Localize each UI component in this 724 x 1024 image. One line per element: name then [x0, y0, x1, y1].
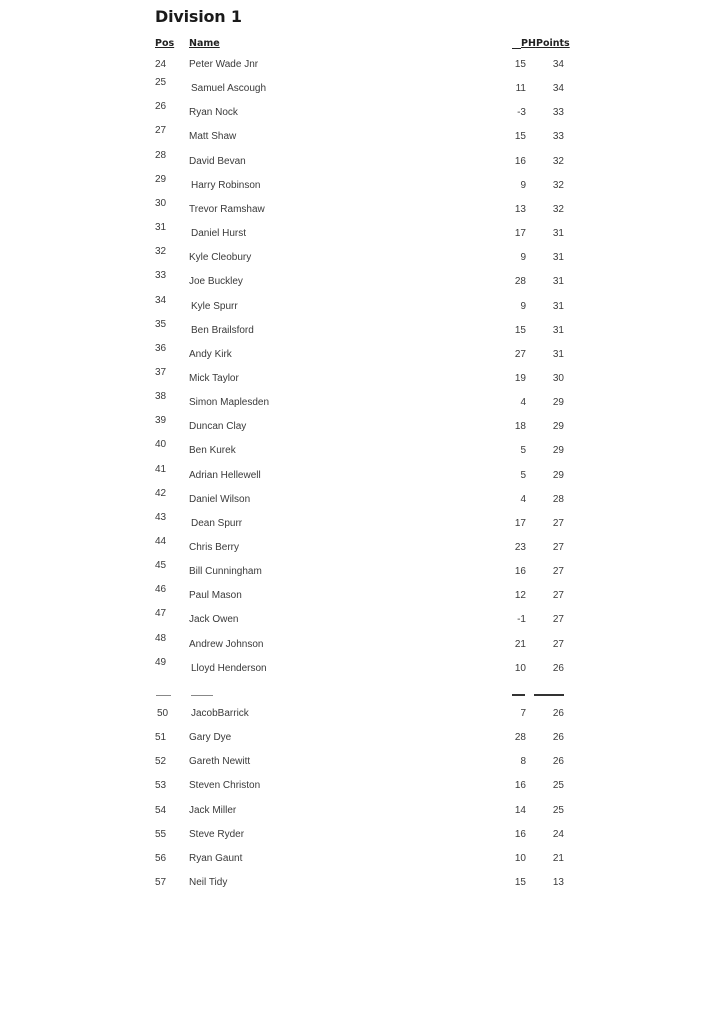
table-row [0, 732, 724, 752]
table-row [0, 536, 724, 562]
table-row [0, 560, 724, 586]
row-ph: 9 [520, 252, 526, 264]
table-row [0, 270, 724, 296]
row-name: Harry Robinson [191, 179, 261, 191]
row-name: Andy Kirk [189, 348, 232, 360]
row-name: Daniel Wilson [189, 493, 251, 505]
table-row [0, 197, 724, 224]
row-pos: 43 [155, 511, 167, 523]
row-name: Samuel Ascough [191, 83, 267, 95]
row-points: 27 [552, 517, 564, 529]
row-name: Ryan Gaunt [189, 852, 243, 864]
table-row [0, 59, 724, 79]
row-points: 32 [552, 179, 564, 191]
row-name: Joe Buckley [189, 276, 243, 288]
table-row [0, 173, 724, 200]
row-name: Kyle Spurr [191, 300, 238, 312]
row-pos: 37 [155, 366, 167, 378]
row-points: 26 [552, 662, 564, 674]
row-pos: 30 [155, 197, 167, 209]
row-name: Steve Ryder [189, 828, 245, 840]
row-points: 29 [552, 397, 564, 409]
row-pos: 32 [155, 246, 167, 258]
row-name: Bill Cunningham [189, 566, 262, 578]
row-pos: 48 [155, 632, 167, 644]
divider-ph [512, 694, 525, 696]
row-points: 27 [552, 590, 564, 602]
row-pos: 36 [155, 342, 167, 354]
row-points: 26 [552, 708, 564, 719]
row-pos: 50 [157, 708, 169, 719]
row-name: Daniel Hurst [191, 228, 247, 240]
table-row [0, 487, 724, 514]
row-points: 29 [552, 421, 564, 433]
table-row [0, 366, 724, 393]
row-pos: 49 [155, 656, 167, 668]
table-row [0, 77, 724, 103]
row-points: 27 [552, 614, 564, 626]
column-header-name: Name [189, 38, 220, 49]
row-name: Jack Miller [189, 804, 237, 816]
row-pos: 44 [155, 536, 167, 547]
row-name: David Bevan [189, 155, 246, 167]
row-points: 27 [552, 566, 564, 578]
row-name: Adrian Hellewell [189, 469, 261, 481]
table-row [0, 318, 724, 345]
row-pos: 38 [155, 391, 167, 403]
table-row [0, 294, 724, 321]
row-ph: 10 [514, 852, 526, 864]
row-name: Neil Tidy [189, 877, 228, 889]
row-points: 32 [552, 155, 564, 167]
row-name: Andrew Johnson [189, 638, 264, 650]
row-pos: 29 [155, 173, 167, 185]
row-pos: 34 [155, 294, 167, 306]
table-row [0, 877, 724, 897]
row-ph: 12 [514, 590, 526, 602]
row-name: Simon Maplesden [189, 397, 270, 409]
divider-pos [156, 695, 171, 696]
table-row [0, 101, 724, 127]
row-name: Ryan Nock [189, 107, 238, 119]
row-pos: 39 [155, 415, 167, 427]
row-points: 34 [552, 83, 564, 95]
row-points: 13 [552, 877, 564, 889]
table-row [0, 415, 724, 441]
table-row [0, 222, 724, 248]
row-pos: 52 [155, 756, 167, 768]
column-header-points: Points [536, 38, 570, 49]
row-ph: 13 [514, 203, 526, 215]
row-points: 31 [552, 324, 564, 336]
table-row [0, 439, 724, 465]
row-points: 31 [552, 348, 564, 360]
row-ph: 9 [520, 179, 526, 191]
divider-points [534, 694, 564, 696]
table-row [0, 463, 724, 490]
row-name: Trevor Ramshaw [189, 203, 265, 215]
row-points: 29 [552, 445, 564, 457]
row-ph: 9 [520, 300, 526, 312]
table-row [0, 829, 724, 849]
row-ph: 10 [514, 662, 526, 674]
table-row [0, 125, 724, 151]
row-ph: 17 [514, 517, 526, 529]
row-ph: 16 [514, 780, 526, 792]
row-name: Kyle Cleobury [189, 252, 252, 264]
row-points: 33 [552, 131, 564, 143]
table-row [0, 608, 724, 634]
row-name: Ben Kurek [189, 445, 236, 457]
row-points: 31 [552, 252, 564, 264]
row-name: Chris Berry [189, 542, 240, 553]
row-ph: 5 [520, 445, 526, 457]
row-pos: 54 [155, 804, 167, 816]
table-row [0, 149, 724, 176]
row-ph: 15 [514, 877, 526, 889]
divider-name [191, 695, 213, 696]
row-name: Ben Brailsford [191, 324, 254, 336]
row-points: 30 [552, 372, 564, 384]
row-ph: -3 [517, 107, 526, 119]
row-name: Gary Dye [189, 732, 232, 744]
row-pos: 57 [155, 877, 167, 889]
row-name: Dean Spurr [191, 517, 243, 529]
row-name: Paul Mason [189, 590, 242, 602]
row-pos: 53 [155, 780, 167, 792]
row-name: Gareth Newitt [189, 756, 251, 768]
row-ph: 17 [514, 228, 526, 240]
row-points: 25 [552, 804, 564, 816]
row-ph: 8 [520, 756, 526, 768]
row-points: 28 [552, 493, 564, 505]
row-pos: 56 [155, 852, 167, 864]
row-ph: 16 [514, 566, 526, 578]
row-points: 33 [552, 107, 564, 119]
header-underline [512, 48, 521, 49]
row-pos: 42 [155, 487, 167, 499]
row-name: Steven Christon [189, 780, 261, 792]
row-points: 25 [552, 780, 564, 792]
row-ph: 28 [514, 732, 526, 744]
row-name: Peter Wade Jnr [189, 59, 259, 70]
row-ph: 19 [514, 372, 526, 384]
row-ph: 4 [520, 397, 526, 409]
row-ph: 7 [520, 708, 526, 719]
table-row [0, 584, 724, 610]
table-row [0, 853, 724, 873]
row-name: Matt Shaw [189, 131, 237, 143]
table-row [0, 708, 724, 728]
row-pos: 27 [155, 125, 167, 137]
table-row [0, 632, 724, 659]
row-pos: 35 [155, 318, 167, 330]
table-row [0, 511, 724, 538]
row-name: Lloyd Henderson [191, 662, 267, 674]
row-points: 32 [552, 203, 564, 215]
table-row [0, 391, 724, 417]
row-points: 27 [552, 542, 564, 553]
row-points: 29 [552, 469, 564, 481]
row-points: 27 [552, 638, 564, 650]
row-ph: 15 [514, 59, 526, 70]
row-ph: 16 [514, 828, 526, 840]
table-row [0, 756, 724, 776]
row-pos: 55 [155, 828, 167, 840]
row-ph: -1 [517, 614, 526, 626]
table-row [0, 805, 724, 825]
row-name: Jack Owen [189, 614, 239, 626]
row-pos: 46 [155, 584, 167, 596]
row-pos: 41 [155, 463, 167, 475]
row-points: 31 [552, 228, 564, 240]
row-pos: 40 [155, 439, 167, 451]
row-points: 21 [552, 852, 564, 864]
row-pos: 25 [155, 77, 167, 89]
row-ph: 14 [514, 804, 526, 816]
row-pos: 31 [155, 222, 167, 234]
column-header-pos: Pos [155, 38, 175, 49]
row-points: 26 [552, 756, 564, 768]
row-pos: 47 [155, 608, 167, 620]
row-pos: 28 [155, 149, 167, 161]
row-ph: 28 [514, 276, 526, 288]
row-points: 31 [552, 300, 564, 312]
row-ph: 27 [514, 348, 526, 360]
row-ph: 4 [520, 493, 526, 505]
row-ph: 15 [514, 324, 526, 336]
row-points: 34 [552, 59, 564, 70]
table-row [0, 780, 724, 800]
table-row [0, 656, 724, 683]
row-ph: 15 [514, 131, 526, 143]
row-pos: 45 [155, 560, 167, 572]
page-title: Division 1 [155, 7, 242, 26]
row-points: 24 [552, 828, 564, 840]
column-header-ph: PH [521, 38, 536, 49]
row-ph: 18 [514, 421, 526, 433]
row-points: 31 [552, 276, 564, 288]
row-ph: 5 [520, 469, 526, 481]
table-row [0, 342, 724, 369]
row-name: JacobBarrick [191, 708, 249, 719]
row-pos: 33 [155, 270, 167, 282]
row-ph: 23 [514, 542, 526, 553]
row-pos: 51 [155, 732, 167, 744]
row-ph: 16 [514, 155, 526, 167]
row-ph: 21 [514, 638, 526, 650]
table-row [0, 246, 724, 272]
row-pos: 24 [155, 59, 167, 70]
row-name: Duncan Clay [189, 421, 247, 433]
row-pos: 26 [155, 101, 167, 113]
row-name: Mick Taylor [189, 372, 239, 384]
row-ph: 11 [515, 83, 526, 95]
row-points: 26 [552, 732, 564, 744]
